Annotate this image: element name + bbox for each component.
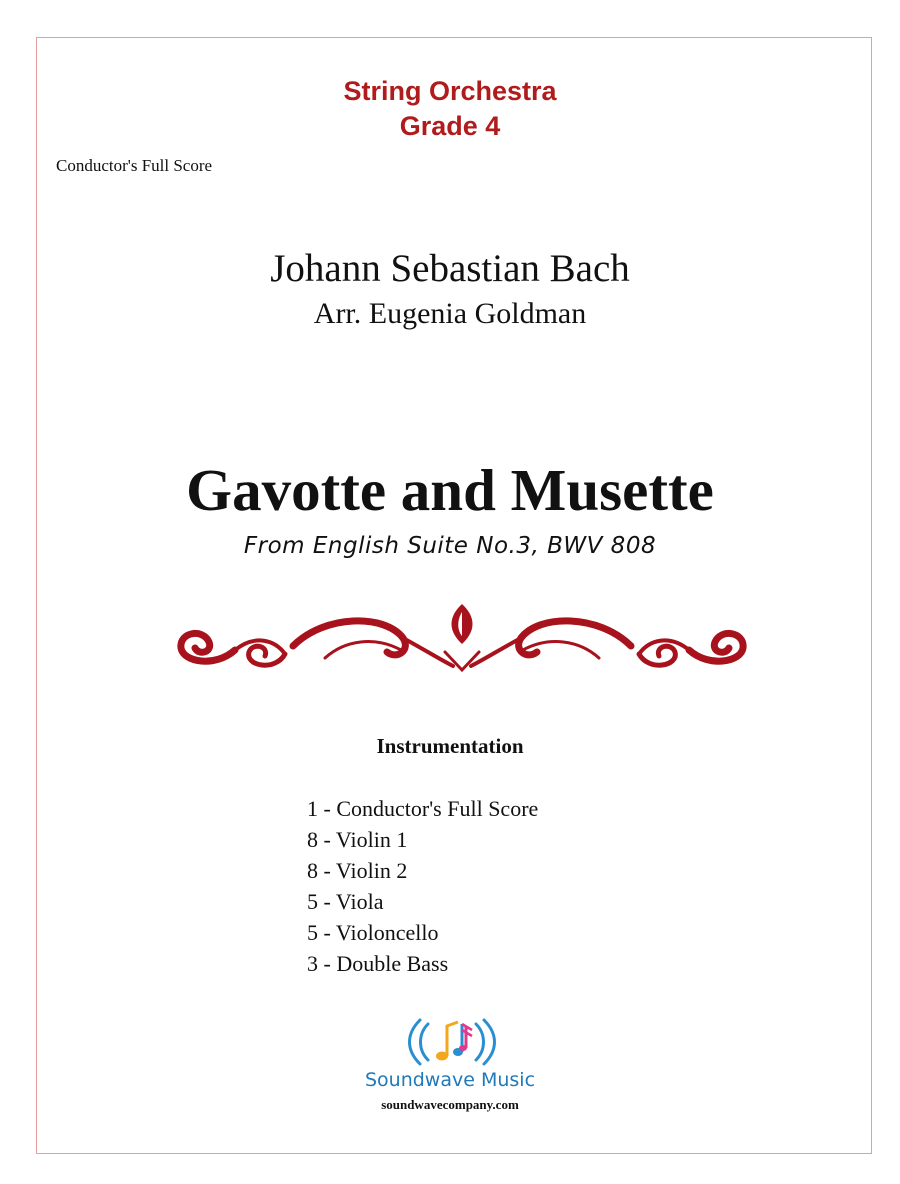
instrument-item: 3 - Double Bass <box>307 951 449 976</box>
publisher-website: soundwavecompany.com <box>381 1097 519 1112</box>
piece-subtitle: From English Suite No.3, BWV 808 <box>243 533 657 559</box>
piece-title: Gavotte and Musette <box>186 457 714 523</box>
instrument-item: 1 - Conductor's Full Score <box>307 796 539 821</box>
score-type-label: Conductor's Full Score <box>56 156 213 175</box>
publisher-name: Soundwave Music <box>364 1069 536 1091</box>
composer-name: Johann Sebastian Bach <box>270 247 630 290</box>
instrumentation-list <box>307 793 538 979</box>
decorative-flourish-icon <box>175 600 749 680</box>
instrument-item: 8 - Violin 1 <box>307 827 408 852</box>
soundwave-logo-icon <box>406 1014 498 1070</box>
instrument-item: 8 - Violin 2 <box>307 858 408 883</box>
page-border <box>36 37 872 1154</box>
instrumentation-heading: Instrumentation <box>376 734 524 758</box>
grade-label: Grade 4 <box>399 111 501 141</box>
arranger-name: Arr. Eugenia Goldman <box>313 297 587 330</box>
series-title: String Orchestra <box>343 76 557 106</box>
instrument-item: 5 - Viola <box>307 889 384 914</box>
instrument-item: 5 - Violoncello <box>307 920 439 945</box>
